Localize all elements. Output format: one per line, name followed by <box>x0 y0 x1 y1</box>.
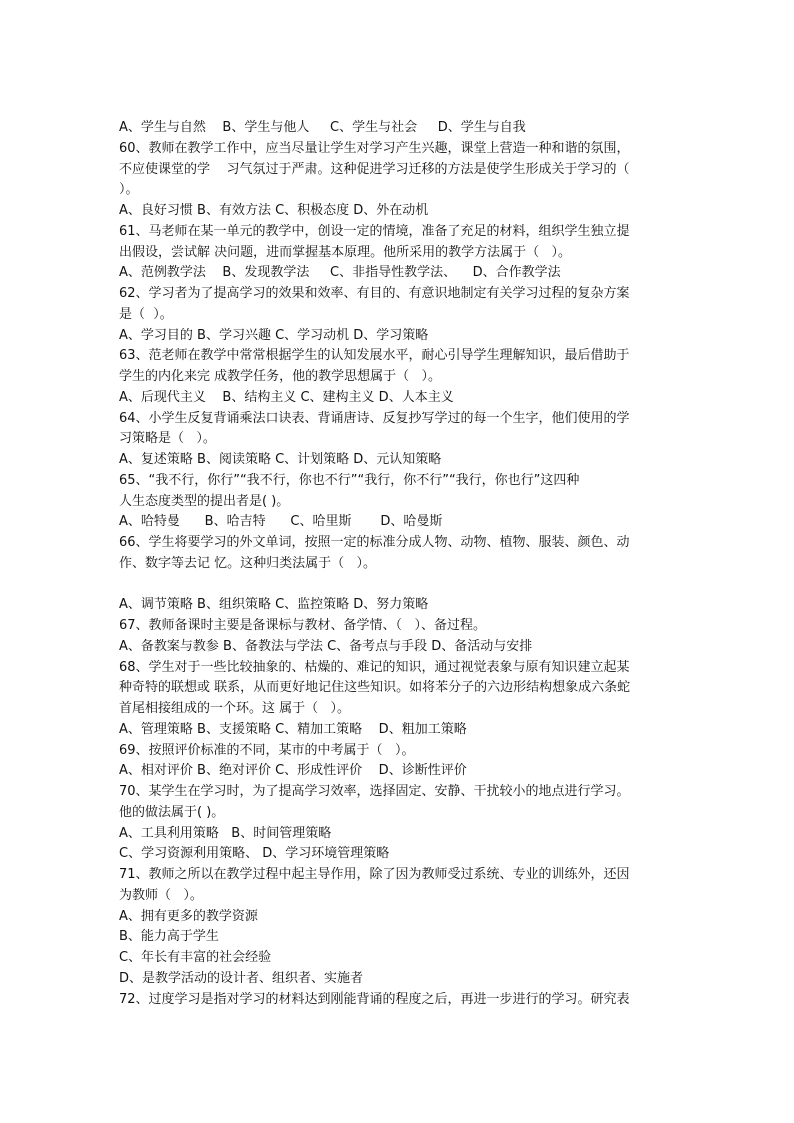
text-line: 出假设，尝试解 决问题，进而掌握基本原理。他所采用的教学方法属于（ ）。 <box>119 244 572 260</box>
text-line: 为教师（ ）。 <box>119 887 203 903</box>
text-line: C、年长有丰富的社会经验 <box>119 950 272 965</box>
text-line: B、能力高于学生 <box>119 929 219 945</box>
text-line: A、学生与自然 B、学生与他人 C、学生与社会 D、学生与自我 <box>119 120 526 135</box>
text-line: 学生的内化来完 成教学任务，他的教学思想属于（ ）。 <box>119 369 442 384</box>
text-line: A、范例教学法 B、发现教学法 C、非指导性教学法、 D、合作教学法 <box>119 265 561 281</box>
text-line: A、调节策略 B、组织策略 C、监控策略 D、努力策略 <box>119 597 429 613</box>
text-line: 作、数字等去记 忆。这种归类法属于（ ）。 <box>119 555 377 571</box>
text-line: A、管理策略 B、支援策略 C、精加工策略 D、粗加工策略 <box>119 721 467 737</box>
text-line: C、学习资源利用策略、 D、学习环境管理策略 <box>119 846 390 862</box>
text-line: 66、学生将要学习的外文单词，按照一定的标准分成人物、动物、植物、服装、颜色、动 <box>119 535 630 550</box>
text-line: D、是教学活动的设计者、组织者、实施者 <box>119 970 364 986</box>
text-line: 不应使课堂的学 习气氛过于严肃。这种促进学习迁移的方法是使学生形成关于学习的（ <box>119 161 630 177</box>
text-line: A、工具利用策略 B、时间管理策略 <box>119 825 332 841</box>
text-line: 种奇特的联想或 联系，从而更好地记住这些知识。如将苯分子的六边形结构想象成六条蛇 <box>119 680 631 696</box>
blank-line <box>119 575 679 596</box>
text-line: 62、学习者为了提高学习的效果和效率、有目的、有意识地制定有关学习过程的复杂方案 <box>119 286 630 301</box>
text-line: 71、教师之所以在教学过程中起主导作用，除了因为教师受过系统、专业的训练外，还因 <box>119 867 630 882</box>
text-line: A、学习目的 B、学习兴趣 C、学习动机 D、学习策略 <box>119 327 429 343</box>
text-line: ）。 <box>119 182 139 198</box>
text-line: A、复述策略 B、阅读策略 C、计划策略 D、元认知策略 <box>119 452 442 467</box>
text-line: A、哈特曼 B、哈吉特 C、哈里斯 D、哈曼斯 <box>119 514 443 530</box>
text-line: 65、“我不行，你行”“我不行，你也不行”“我行，你不行”“我行，你也行”这四种 <box>119 472 580 488</box>
text-line: 60、教师在教学工作中，应当尽量让学生对学习产生兴趣，课堂上营造一种和谐的氛围， <box>119 140 630 156</box>
text-line: 69、按照评价标准的不同，某市的中考属于（ ）。 <box>119 742 415 758</box>
text-line: 63、范老师在教学中常常根据学生的认知发展水平，耐心引导学生理解知识，最后借助于 <box>119 348 630 364</box>
text-line: A、备教案与教参 B、备教法与学法 C、备考点与手段 D、备活动与安排 <box>119 638 533 654</box>
text-line: A、拥有更多的教学资源 <box>119 908 258 924</box>
text-line: 首尾相接组成的一个环。这 属于（ ）。 <box>119 701 351 716</box>
text-line: A、相对评价 B、绝对评价 C、形成性评价 D、诊断性评价 <box>119 763 467 779</box>
text-line: 习策略是（ ）。 <box>119 431 216 447</box>
text-line: 72、过度学习是指对学习的材料达到刚能背诵的程度之后，再进一步进行的学习。研究表 <box>119 991 630 1007</box>
text-line: A、后现代主义 B、结构主义 C、建构主义 D、人本主义 <box>119 389 454 405</box>
text-line: 是（ ）。 <box>119 306 173 322</box>
text-line: 68、学生对于一些比较抽象的、枯燥的、难记的知识，通过视觉表象与原有知识建立起某 <box>119 659 630 675</box>
text-line: 70、某学生在学习时，为了提高学习效率，选择固定、安静、干扰较小的地点进行学习。 <box>119 784 630 799</box>
page-body <box>119 118 679 1010</box>
text-line: 67、教师备课时主要是备课标与教材、备学情、（ ）、备过程。 <box>119 618 486 633</box>
text-line: A、良好习惯 B、有效方法 C、积极态度 D、外在动机 <box>119 203 429 218</box>
text-line: 61、马老师在某一单元的教学中，创设一定的情境，准备了充足的材料，组织学生独立提 <box>119 223 630 239</box>
text-line: 他的做法属于( )。 <box>119 804 225 820</box>
text-line: 64、小学生反复背诵乘法口诀表、背诵唐诗、反复抄写学过的每一个生字，他们使用的学 <box>119 410 630 426</box>
text-line: 人生态度类型的提出者是( )。 <box>119 493 290 509</box>
